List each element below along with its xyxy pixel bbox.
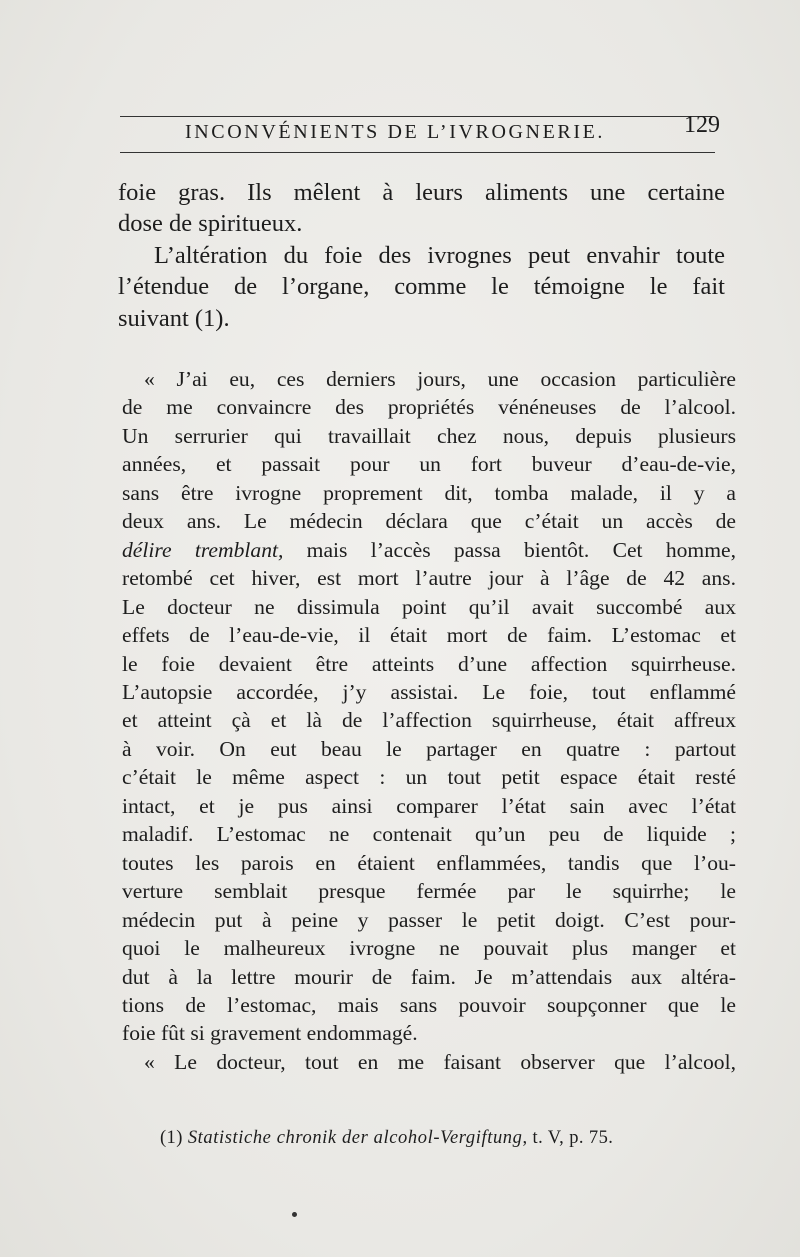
ink-speck [292,1212,297,1217]
quote-line: intact, et je pus ainsi comparer l’état sain avec l’état [122,793,736,818]
quote-line: deux ans. Le médecin déclara que c’était un accès de [122,509,736,534]
quote-line: quoi le malheureux ivrogne ne pouvait plus manger et [122,936,736,961]
quote-line-rest: mais l’accès passa bientôt. Cet homme, [306,537,736,562]
quote-line-italic [122,536,736,564]
footnote-reference: , t. V, p. 75. [522,1128,614,1148]
footnote-marker: (1) [160,1128,183,1148]
quote-line: « Le docteur, tout en me faisant observer que l’alcool, [144,1049,736,1074]
page-number: 129 [684,112,720,138]
quoted-passage [122,365,736,1076]
quote-line: maladif. L’estomac ne contenait qu’un peu de liquide ; [122,822,736,847]
quote-line: années, et passait pour un fort buveur d’eau-de-vie, [122,452,736,477]
quote-line: retombé cet hiver, est mort l’autre jour à l’âge de 42 ans. [122,566,736,591]
quote-line: Un serrurier qui travaillait chez nous, depuis plusieurs [122,423,736,448]
quote-line: de me convaincre des propriétés vénéneuses de l’alcool. [122,395,736,420]
quote-line: effets de l’eau-de-vie, il était mort de faim. L’estomac et [122,623,736,648]
main-text [118,177,725,334]
footnote [160,1128,613,1149]
quote-line: c’était le même aspect : un tout petit espace était resté [122,765,736,790]
quote-line: foie fût si gravement endommagé. [122,1021,418,1046]
quote-line: médecin put à peine y passer le petit doigt. C’est pour- [122,907,736,932]
text-line: dose de spiritueux. [118,210,303,238]
italic-term: délire tremblant, [122,537,284,562]
header-top-rule [120,116,715,117]
quote-line: à voir. On eut beau le partager en quatre : partout [122,736,736,761]
quote-line: sans être ivrogne proprement dit, tomba malade, il y a [122,480,736,505]
text-line: foie gras. Ils mêlent à leurs aliments une certaine [118,179,725,206]
quote-line: le foie devaient être atteints d’une affection squirrheuse. [122,651,736,676]
quote-line: et atteint çà et là de l’affection squirrheuse, était affreux [122,708,736,733]
quote-line: toutes les parois en étaient enflammées, tandis que l’ou- [122,850,736,875]
quote-line: verture semblait presque fermée par le squirrhe; le [122,879,736,904]
text-line: L’altération du foie des ivrognes peut envahir toute [154,241,725,269]
quote-line: tions de l’estomac, mais sans pouvoir soupçonner que le [122,992,736,1017]
running-head: INCONVÉNIENTS DE L’IVROGNERIE. [185,121,606,143]
quote-line: dut à la lettre mourir de faim. Je m’attendais aux altéra- [122,964,736,989]
footnote-title: Statistiche chronik der alcohol-Vergiftung [187,1128,523,1148]
quote-line: Le docteur ne dissimula point qu’il avait succombé aux [122,594,736,619]
quote-line: « J’ai eu, ces derniers jours, une occasion particulière [144,367,736,391]
quote-line: L’autopsie accordée, j’y assistai. Le foie, tout enflammé [122,679,736,704]
text-line: suivant (1). [118,304,230,332]
header-bottom-rule [120,152,715,153]
text-line: l’étendue de l’organe, comme le témoigne le fait [118,273,725,301]
